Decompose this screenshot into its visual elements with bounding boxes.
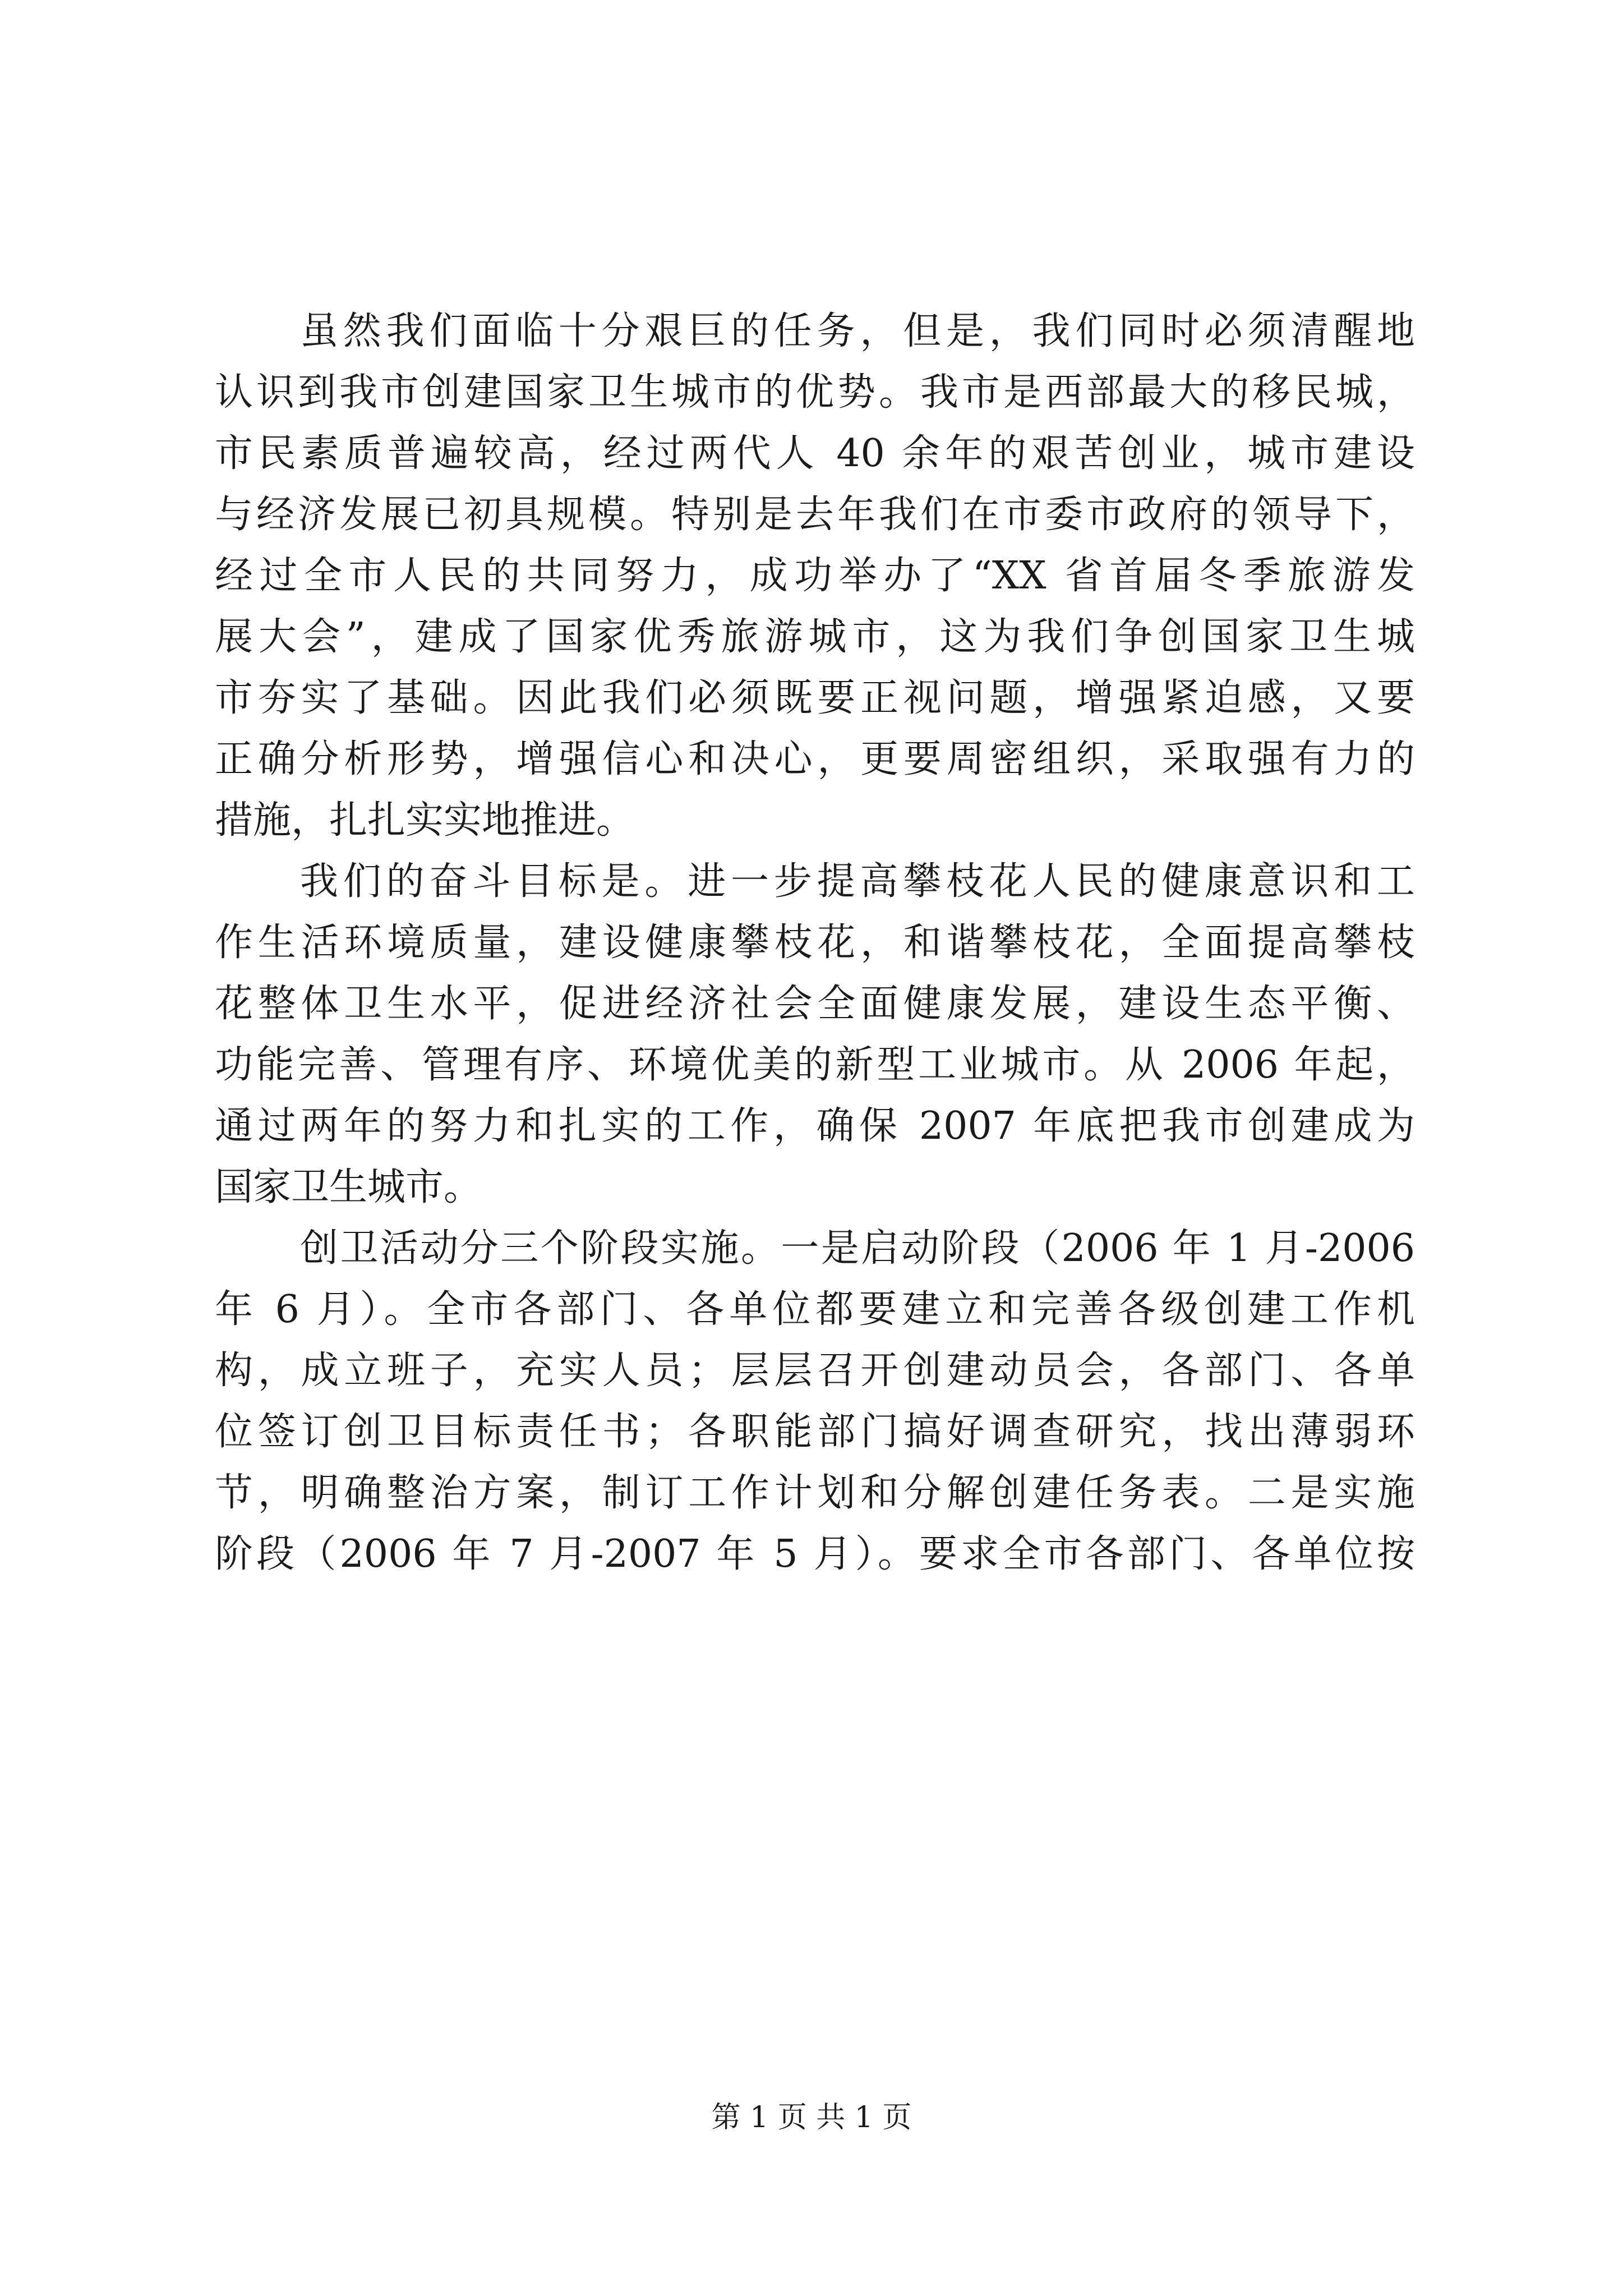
paragraph-1-line-4: 与经济发展已初具规模。特别是去年我们在市委市政府的领导下， (215, 493, 1415, 537)
paragraph-1-line-1: 虽然我们面临十分艰巨的任务，但是，我们同时必须清醒地 (300, 309, 1415, 353)
paragraph-3-line-6: 阶段（2006 年 7 月-2007 年 5 月）。要求全市各部门、各单位按 (215, 1532, 1415, 1576)
paragraph-1-line-3: 市民素质普遍较高，经过两代人 40 余年的艰苦创业，城市建设 (215, 431, 1415, 476)
paragraph-1-line-8: 正确分析形势，增强信心和决心，更要周密组织，采取强有力的 (215, 737, 1415, 781)
paragraph-1-line-7: 市夯实了基础。因此我们必须既要正视问题，增强紧迫感，又要 (215, 676, 1415, 720)
page-footer (0, 2098, 1623, 2137)
paragraph-1-line-6: 展大会”，建成了国家优秀旅游城市，这为我们争创国家卫生城 (215, 615, 1415, 659)
paragraph-1-line-2: 认识到我市创建国家卫生城市的优势。我市是西部最大的移民城， (215, 370, 1415, 415)
paragraph-2-line-5: 通过两年的努力和扎实的工作，确保 2007 年底把我市创建成为 (215, 1104, 1415, 1148)
paragraph-2-line-4: 功能完善、管理有序、环境优美的新型工业城市。从 2006 年起， (215, 1043, 1415, 1087)
paragraph-3-line-1: 创卫活动分三个阶段实施。一是启动阶段（2006 年 1 月-2006 (300, 1226, 1415, 1271)
page-number-label: 第 1 页 共 1 页 (711, 2101, 912, 2134)
paragraph-2-line-1: 我们的奋斗目标是。进一步提高攀枝花人民的健康意识和工 (300, 859, 1415, 904)
paragraph-3-line-2: 年 6 月）。全市各部门、各单位都要建立和完善各级创建工作机 (215, 1287, 1415, 1332)
paragraph-2-line-6: 国家卫生城市。 (215, 1165, 482, 1209)
paragraph-2-line-3: 花整体卫生水平，促进经济社会全面健康发展，建设生态平衡、 (215, 982, 1415, 1026)
paragraph-3-line-3: 构，成立班子，充实人员；层层召开创建动员会，各部门、各单 (215, 1349, 1415, 1393)
paragraph-3-line-4: 位签订创卫目标责任书；各职能部门搞好调查研究，找出薄弱环 (215, 1410, 1415, 1454)
paragraph-3-line-5: 节，明确整治方案，制订工作计划和分解创建任务表。二是实施 (215, 1471, 1415, 1515)
paragraph-2-line-2: 作生活环境质量，建设健康攀枝花，和谐攀枝花，全面提高攀枝 (215, 921, 1415, 965)
paragraph-1-line-9: 措施，扎扎实实地推进。 (215, 798, 635, 843)
paragraph-1-line-5: 经过全市人民的共同努力，成功举办了“XX 省首届冬季旅游发 (215, 554, 1415, 598)
